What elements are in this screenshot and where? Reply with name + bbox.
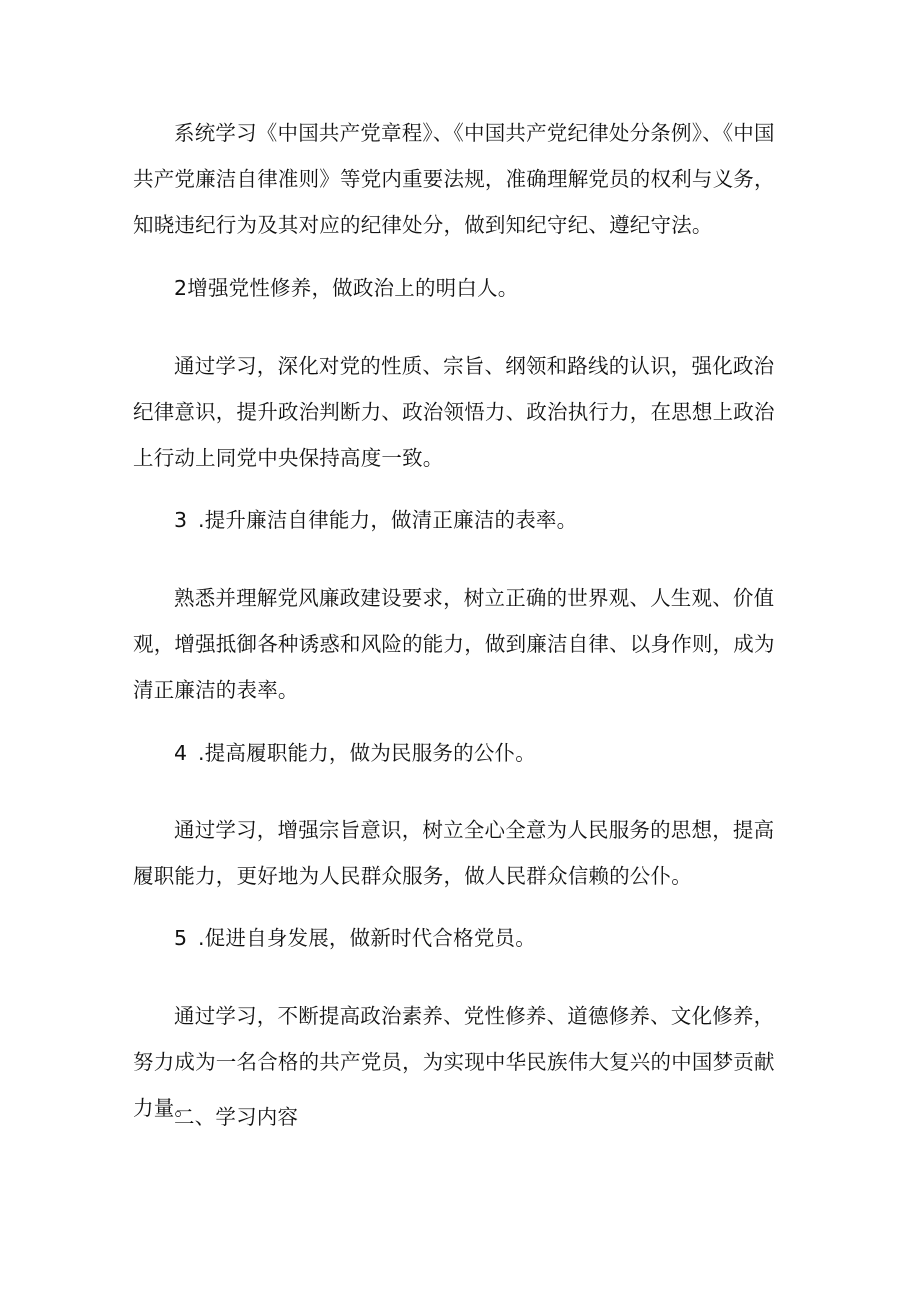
heading-item-4 xyxy=(174,738,536,768)
heading-item-5 xyxy=(174,923,536,953)
paragraph-party-spirit: 通过学习，深化对党的性质、宗旨、纲领和路线的认识，强化政治纪律意识，提升政治判断力、政治领悟力、政治执行力，在思想上政治上行动上同党中央保持高度一致。 xyxy=(133,354,775,470)
heading-item-4-number: 4 xyxy=(174,741,188,765)
heading-item-3 xyxy=(174,505,577,535)
heading-item-5-number: 5 xyxy=(174,926,188,950)
paragraph-duty-ability: 通过学习，增强宗旨意识，树立全心全意为人民服务的思想，提高履职能力，更好地为人民群众服务，做人民群众信赖的公仆。 xyxy=(133,818,775,888)
paragraph-study-regulations: 系统学习《中国共产党章程》、《中国共产党纪律处分条例》、《中国共产党廉洁自律准则》等党内重要法规，准确理解党员的权利与义务，知晓违纪行为及其对应的纪律处分，做到知纪守纪、遵纪守法。 xyxy=(133,121,775,237)
paragraph-self-development: 通过学习，不断提高政治素养、党性修养、道德修养、文化修养，努力成为一名合格的共产党员，为实现中华民族伟大复兴的中国梦贡献力量。 xyxy=(133,1004,775,1120)
heading-item-3-text: .提升廉洁自律能力，做清正廉洁的表率。 xyxy=(198,508,578,532)
heading-item-2: 2增强党性修养，做政治上的明白人。 xyxy=(174,276,519,300)
section-heading-study-content: 二、学习内容 xyxy=(174,1105,299,1129)
heading-item-5-text: .促进自身发展，做新时代合格党员。 xyxy=(198,926,536,950)
paragraph-integrity: 熟悉并理解党风廉政建设要求，树立正确的世界观、人生观、价值观，增强抵御各种诱惑和风险的能力，做到廉洁自律、以身作则，成为清正廉洁的表率。 xyxy=(133,586,775,702)
heading-item-3-number: 3 xyxy=(174,508,188,532)
heading-item-4-text: .提高履职能力，做为民服务的公仆。 xyxy=(198,741,536,765)
